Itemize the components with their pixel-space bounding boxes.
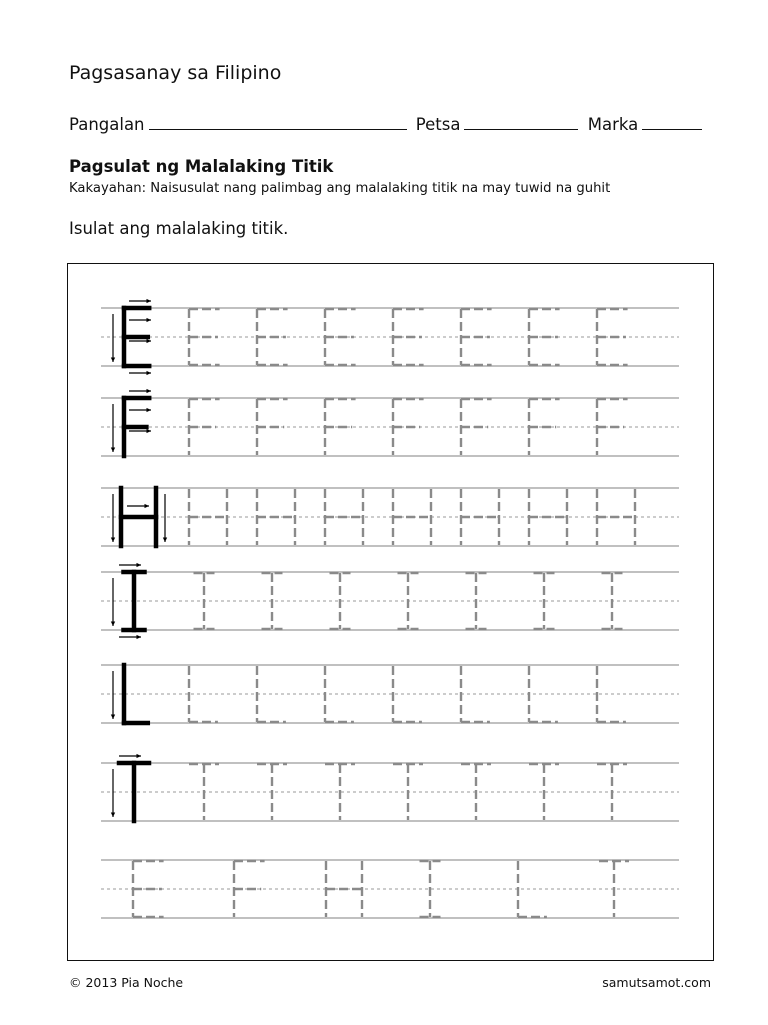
trace-letter-h bbox=[597, 489, 635, 545]
mixed-trace-letter-h bbox=[326, 861, 362, 917]
trace-letter-f bbox=[393, 399, 424, 455]
trace-letter-e bbox=[325, 309, 356, 365]
stroke-order-arrow-right bbox=[129, 371, 151, 375]
trace-letter-f bbox=[189, 399, 220, 455]
trace-letter-h bbox=[257, 489, 295, 545]
model-letter-f bbox=[124, 398, 149, 456]
trace-letter-e bbox=[393, 309, 424, 365]
stroke-order-arrow-right bbox=[119, 635, 141, 639]
stroke-order-arrow-down bbox=[111, 404, 115, 452]
trace-letter-h bbox=[529, 489, 567, 545]
skill-statement: Kakayahan: Naisusulat nang palimbag ang malalaking titik na may tuwid na guhit bbox=[69, 181, 611, 196]
name-label: Pangalan bbox=[69, 115, 145, 134]
stroke-order-arrow-right bbox=[129, 318, 151, 322]
mixed-trace-letter-f bbox=[234, 861, 265, 917]
trace-letter-h bbox=[189, 489, 227, 545]
stroke-order-arrow-right bbox=[129, 429, 151, 433]
site-url: samutsamot.com bbox=[602, 975, 711, 990]
trace-letter-h bbox=[325, 489, 363, 545]
model-letter-h bbox=[121, 488, 156, 546]
trace-letter-f bbox=[529, 399, 560, 455]
date-label: Petsa bbox=[415, 115, 461, 134]
tracing-canvas bbox=[1, 1, 768, 1025]
stroke-order-arrow-down bbox=[111, 578, 115, 626]
model-letter-e bbox=[124, 308, 149, 366]
trace-letter-f bbox=[257, 399, 288, 455]
stroke-order-arrow-right bbox=[119, 754, 141, 758]
stroke-order-arrow-down bbox=[111, 494, 115, 542]
mixed-trace-letter-e bbox=[133, 861, 164, 917]
trace-letter-f bbox=[597, 399, 628, 455]
instruction: Isulat ang malalaking titik. bbox=[69, 219, 289, 238]
trace-letter-e bbox=[597, 309, 628, 365]
stroke-order-arrow-right bbox=[129, 389, 151, 393]
stroke-order-arrow-right bbox=[129, 408, 151, 412]
trace-letter-e bbox=[189, 309, 220, 365]
trace-letter-h bbox=[461, 489, 499, 545]
trace-letter-h bbox=[393, 489, 431, 545]
stroke-order-arrow-down bbox=[111, 769, 115, 817]
trace-letter-f bbox=[461, 399, 492, 455]
trace-letter-e bbox=[529, 309, 560, 365]
trace-letter-e bbox=[257, 309, 288, 365]
page-title: Pagsasanay sa Filipino bbox=[69, 62, 282, 84]
stroke-order-arrow-right bbox=[129, 299, 151, 303]
stroke-order-arrow-down bbox=[163, 494, 167, 542]
stroke-order-arrow-right bbox=[127, 504, 149, 508]
trace-letter-f bbox=[325, 399, 356, 455]
section-title: Pagsulat ng Malalaking Titik bbox=[69, 157, 334, 176]
trace-letter-e bbox=[461, 309, 492, 365]
stroke-order-arrow-right bbox=[119, 563, 141, 567]
stroke-order-arrow-down bbox=[111, 314, 115, 362]
tracing-sheet bbox=[67, 263, 714, 961]
copyright: © 2013 Pia Noche bbox=[69, 975, 184, 990]
stroke-order-arrow-down bbox=[111, 671, 115, 719]
stroke-order-arrow-right bbox=[129, 339, 151, 343]
score-label: Marka bbox=[587, 115, 639, 134]
